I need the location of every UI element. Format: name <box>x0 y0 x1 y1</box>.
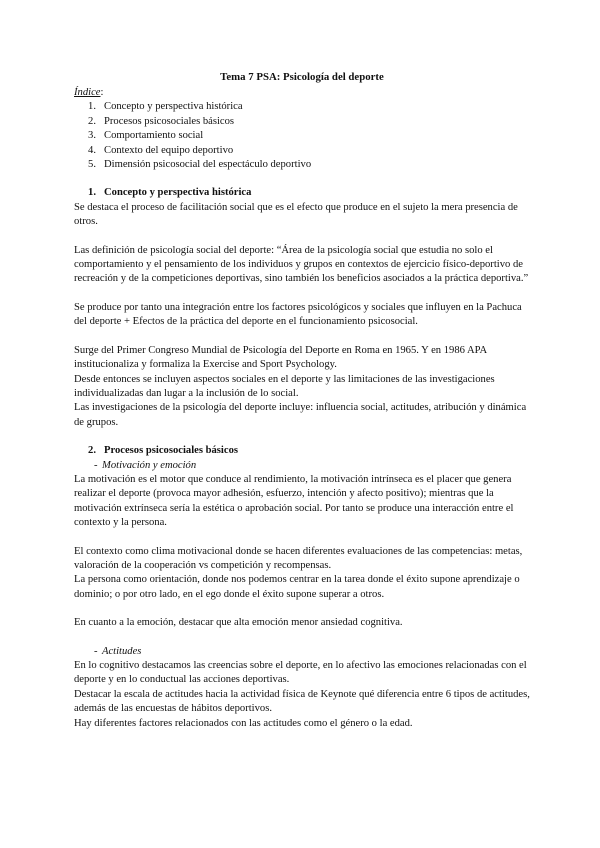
toc-number: 1. <box>88 101 96 113</box>
subsection-heading <box>74 645 530 659</box>
subsection-title: Motivación y emoción <box>102 459 197 471</box>
bullet-dash: - <box>94 459 98 471</box>
index-heading <box>74 86 530 100</box>
toc-number: 3. <box>88 130 96 142</box>
section-heading <box>74 444 530 458</box>
index-colon: : <box>100 87 104 98</box>
toc-label: Procesos psicosociales básicos <box>104 115 235 127</box>
document-title: Tema 7 PSA: Psicología del deporte <box>220 71 384 83</box>
toc-number: 4. <box>88 144 96 156</box>
spacer <box>74 172 530 186</box>
section-number: 2. <box>88 445 96 457</box>
spacer <box>74 631 530 645</box>
toc-label: Concepto y perspectiva histórica <box>104 101 243 113</box>
toc-item <box>74 115 530 129</box>
toc-number: 2. <box>88 115 96 127</box>
toc-item <box>74 100 530 114</box>
paragraph: Se destaca el proceso de facilitación social que es el efecto que produce en el sujeto la mera presencia de otros. <box>74 201 518 228</box>
paragraph: En lo cognitivo destacamos las creencias sobre el deporte, en lo afectivo las emociones relacionadas con el deporte y en lo conductual las acciones deportivas. <box>74 660 527 686</box>
spacer <box>74 531 530 545</box>
paragraph: Desde entonces se incluyen aspectos sociales en el deporte y las limitaciones de las investigaciones individualizadas dan lugar a la inclusión de lo social. <box>74 373 495 399</box>
paragraph: Destacar la escala de actitudes hacia la actividad física de Keynote qué diferencia entre 6 tipos de actitudes, además de las encuestas de hábitos deportivos. <box>74 688 530 715</box>
paragraph: Hay diferentes factores relacionados con las actitudes como el género o la edad. <box>74 717 413 729</box>
spacer <box>74 430 530 444</box>
toc-item <box>74 158 530 172</box>
paragraph: La motivación es el motor que conduce al rendimiento, la motivación intrínseca es el placer que genera realizar el deporte (provoca mayor adhesión, esfuerzo, intención y afecto positivo); mientras que la motivación extrínseca sería la estética o aprobación social. Por tanto se produce una interacción entre el contexto y la persona. <box>74 473 514 529</box>
spacer <box>74 330 530 344</box>
index-label: Índice <box>74 87 101 98</box>
paragraph: Las definición de psicología social del deporte: “Área de la psicología social que estudia no solo el comportamiento y el pensamiento de los individuos y grupos en contextos de ejercicio físico-deportivo de recreación y de la competiciones deportivas, sino también los beneficios asociados a la práctica deportiva.” <box>74 244 529 285</box>
section-title: Procesos psicosociales básicos <box>104 445 238 457</box>
bullet-dash: - <box>94 645 98 657</box>
subsection-heading <box>74 459 530 473</box>
spacer <box>74 230 530 244</box>
paragraph: Las investigaciones de la psicología del deporte incluye: influencia social, actitudes, atribución y dinámica de grupos. <box>74 402 527 428</box>
toc-number: 5. <box>88 159 96 171</box>
toc-item <box>74 129 530 143</box>
paragraph: Se produce por tanto una integración entre los factores psicológicos y sociales que influyen en la Pachuca del deporte + Efectos de la práctica del deporte en el funcionamiento psicosocial. <box>74 301 522 328</box>
table-of-contents <box>74 100 530 172</box>
section-number: 1. <box>88 187 96 199</box>
paragraph: En cuanto a la emoción, destacar que alta emoción menor ansiedad cognitiva. <box>74 617 403 629</box>
document-page <box>74 70 530 731</box>
toc-label: Comportamiento social <box>104 130 204 142</box>
section-heading <box>74 186 530 200</box>
paragraph: La persona como orientación, donde nos podemos centrar en la tarea donde el éxito supone aprendizaje o dominio; o por otro lado, en el ego donde el éxito supone superar a otros. <box>74 574 520 600</box>
paragraph: Surge del Primer Congreso Mundial de Psicología del Deporte en Roma en 1965. Y en 1986 APA institucionaliza y formaliza la Exercise and Sport Psychology. <box>74 344 487 371</box>
spacer <box>74 287 530 301</box>
toc-label: Contexto del equipo deportivo <box>104 144 234 156</box>
spacer <box>74 602 530 616</box>
toc-label: Dimensión psicosocial del espectáculo deportivo <box>104 159 312 171</box>
section-title: Concepto y perspectiva histórica <box>104 187 252 199</box>
paragraph: El contexto como clima motivacional donde se hacen diferentes evaluaciones de las competencias: metas, valoración de la cooperación vs competición y recompensas. <box>74 545 523 571</box>
toc-item <box>74 144 530 158</box>
subsection-title: Actitudes <box>102 645 142 657</box>
